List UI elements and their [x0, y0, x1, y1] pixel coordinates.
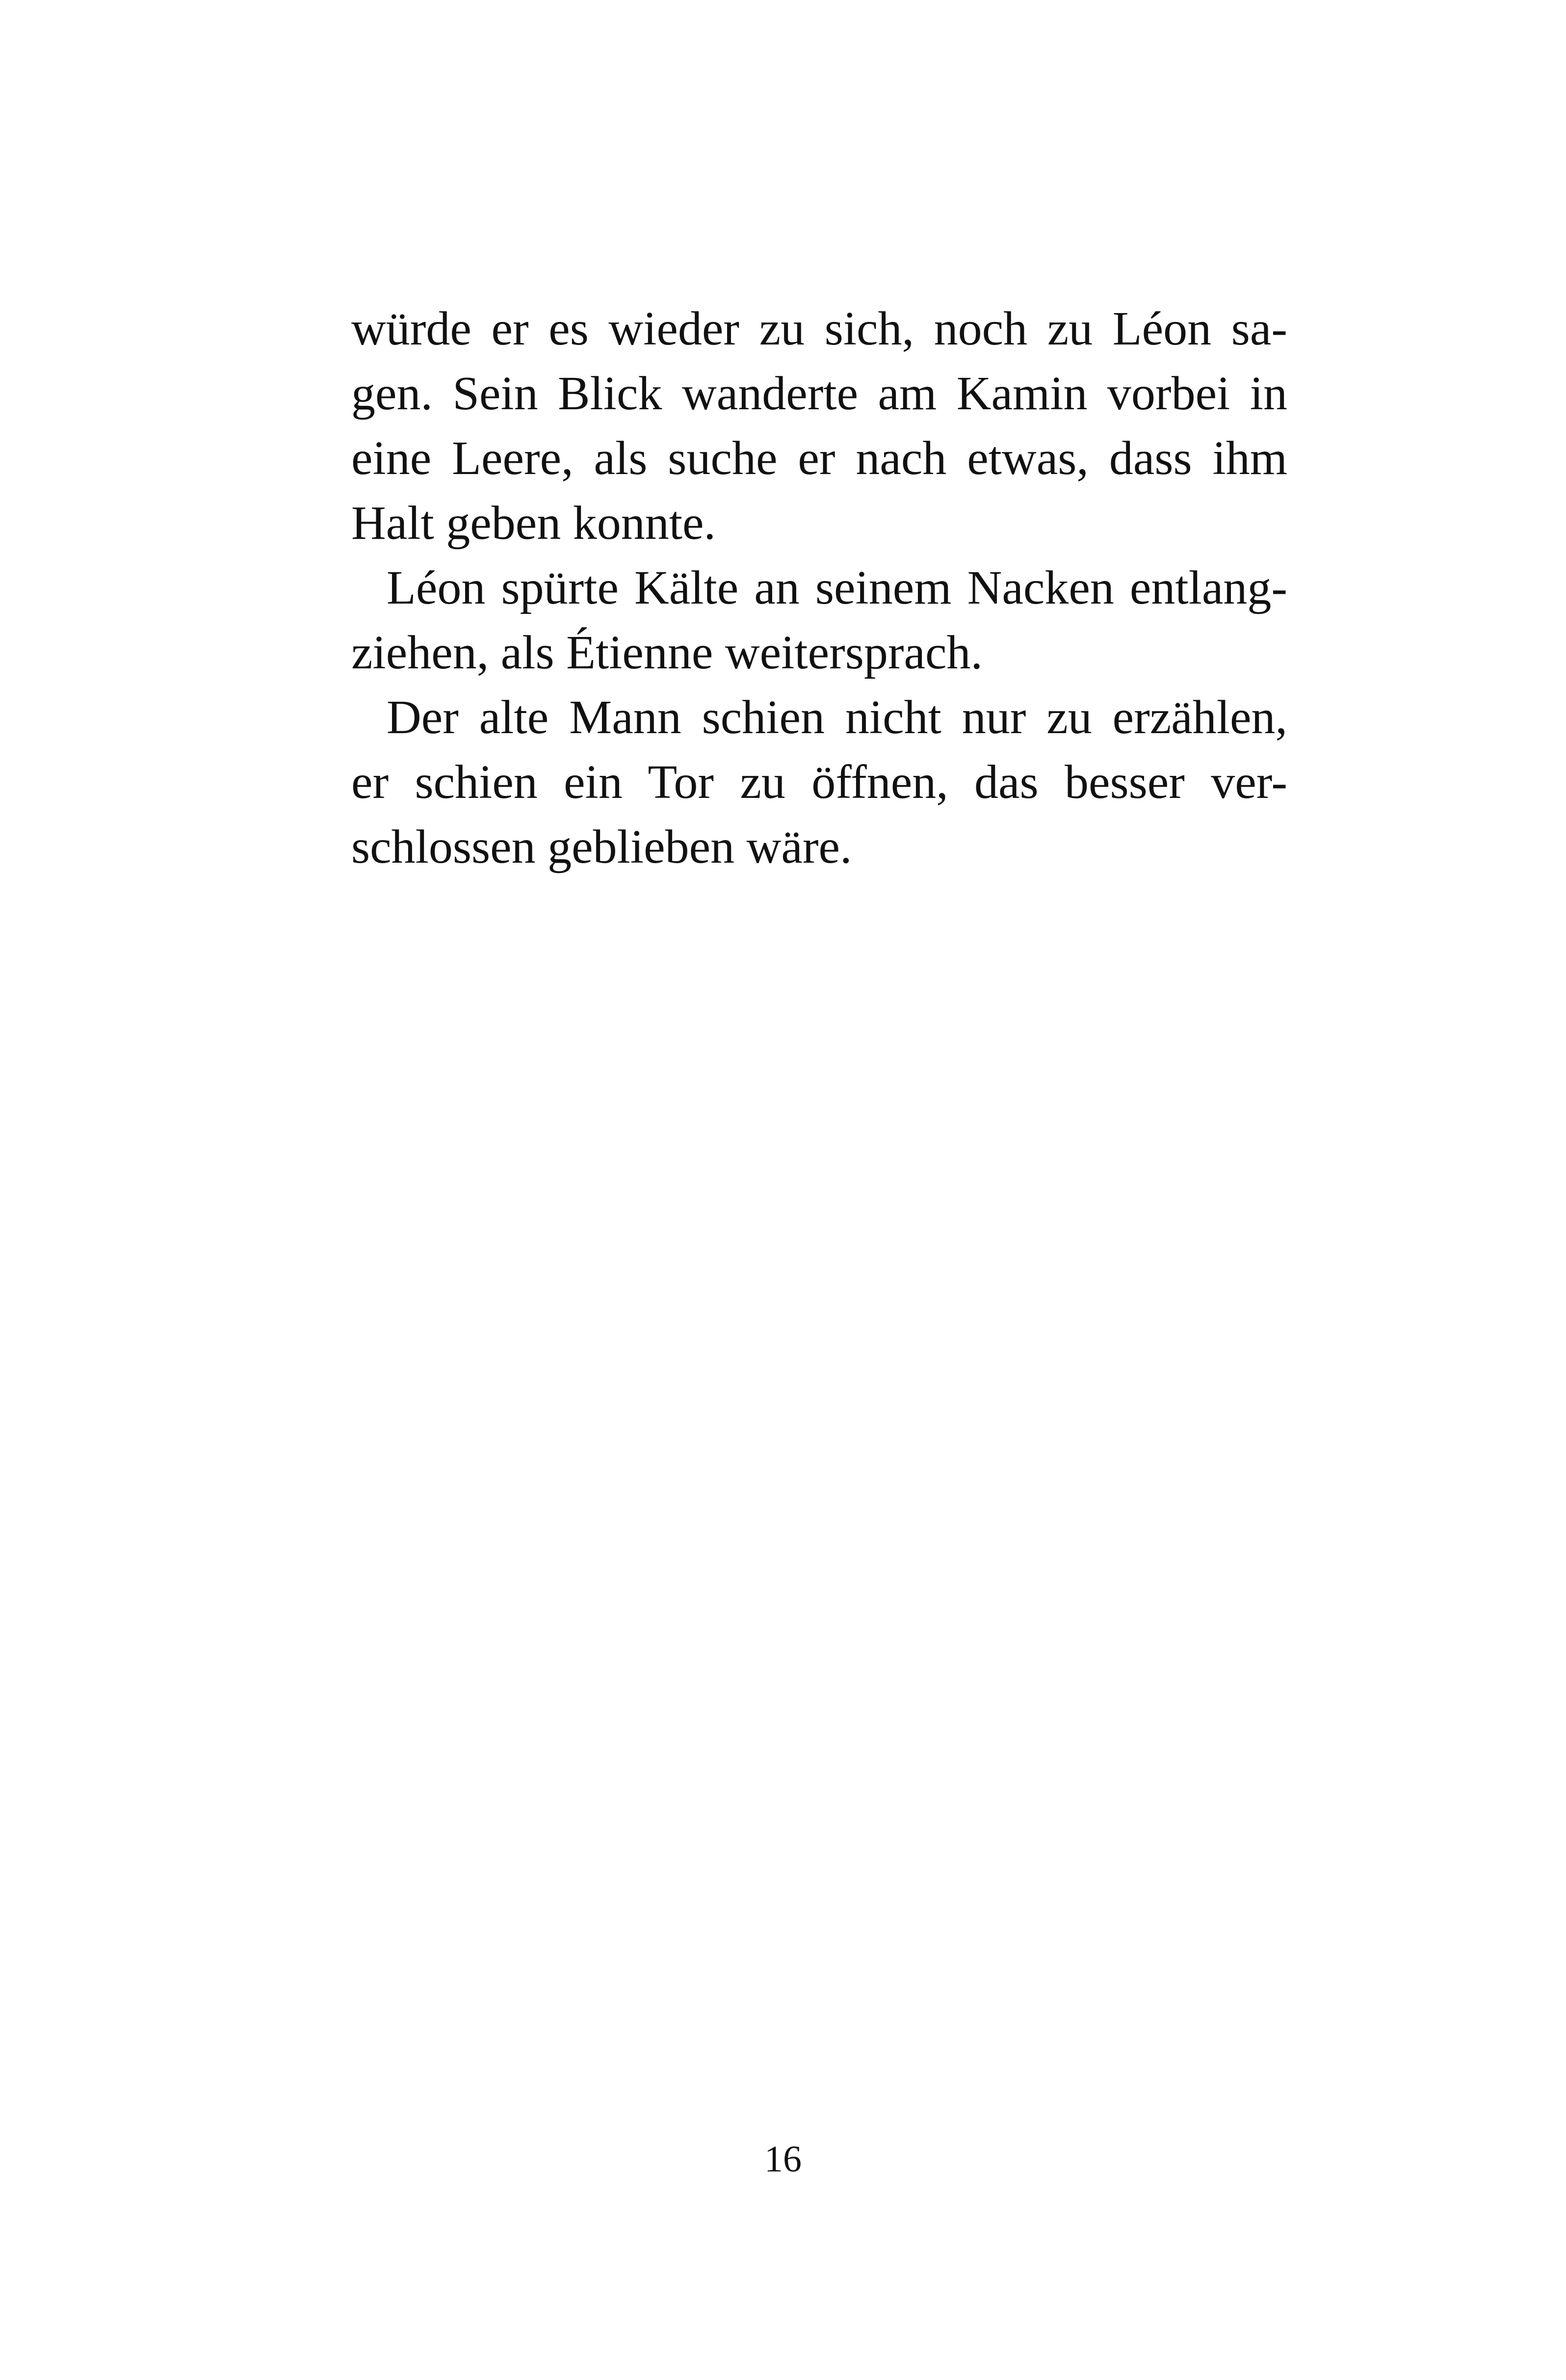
paragraph: [351, 296, 1287, 555]
body-text: [351, 296, 1287, 879]
text-line: gen. Sein Blick wanderte am Kamin vorbei in: [351, 367, 1287, 420]
paragraph: [351, 555, 1287, 685]
paragraph: [351, 685, 1287, 879]
text-line: er schien ein Tor zu öffnen, das besser ver-: [351, 756, 1287, 809]
text-line: würde er es wieder zu sich, noch zu Léon sa-: [351, 302, 1287, 355]
text-line: schlossen geblieben wäre.: [351, 820, 852, 873]
text-line: ziehen, als Étienne weitersprach.: [351, 626, 983, 679]
text-line: Halt geben konnte.: [351, 497, 716, 550]
page-number: 16: [764, 2139, 802, 2180]
text-line: eine Leere, als suche er nach etwas, dass ihm: [351, 432, 1287, 485]
text-line: Léon spürte Kälte an seinem Nacken entlang-: [387, 561, 1287, 614]
text-line: Der alte Mann schien nicht nur zu erzählen,: [387, 691, 1287, 744]
